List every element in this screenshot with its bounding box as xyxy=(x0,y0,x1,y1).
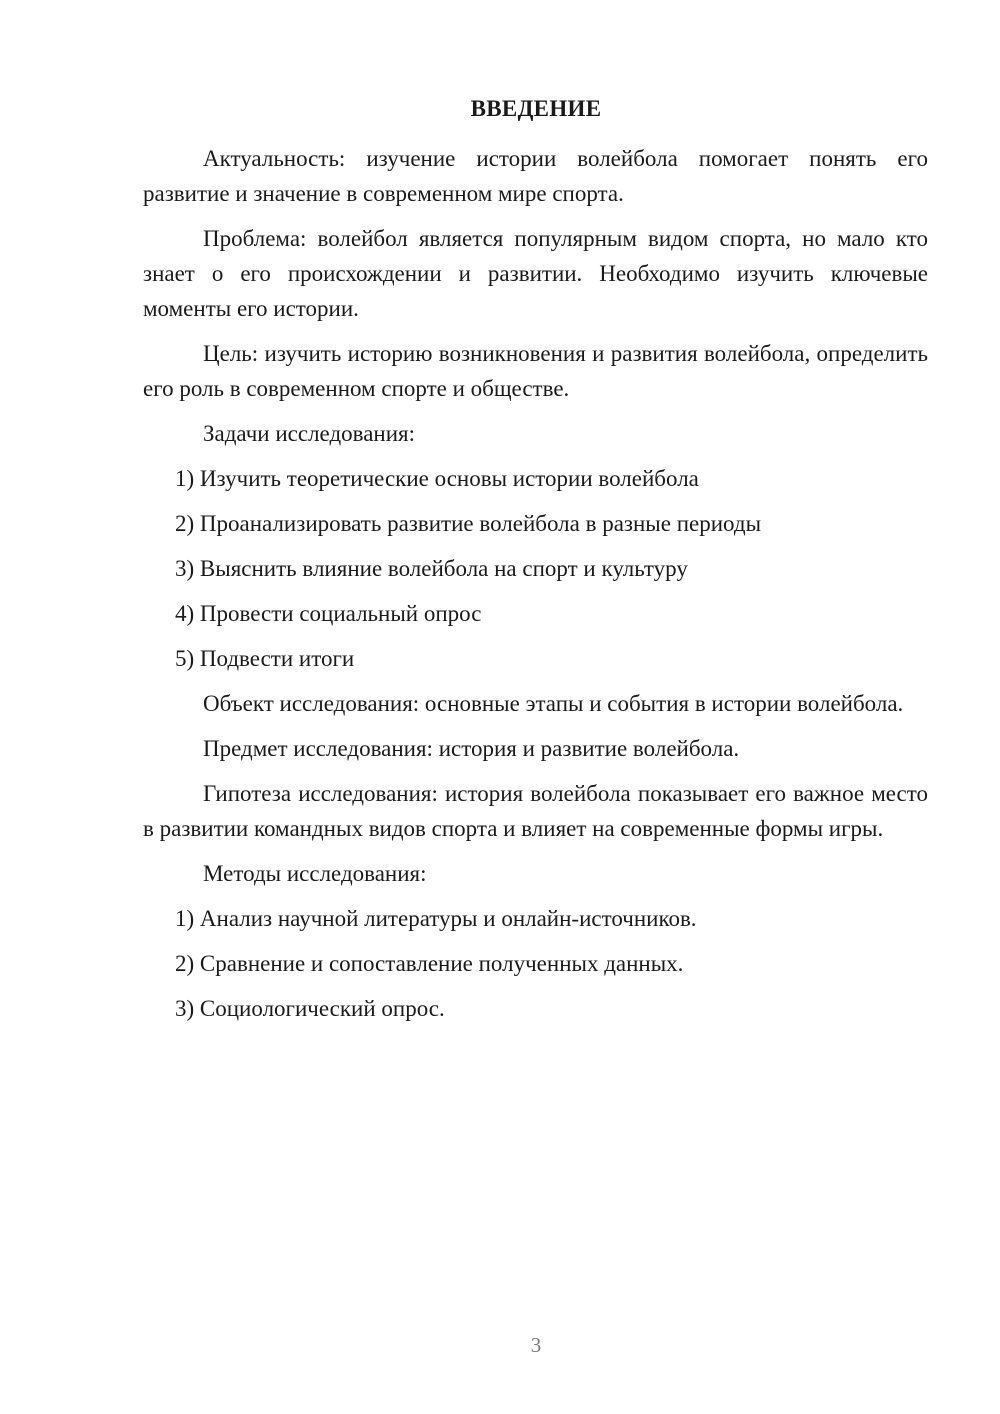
tasks-heading: Задачи исследования: xyxy=(203,421,416,446)
list-item: 2) Проанализировать развитие волейбола в разные периоды xyxy=(175,511,762,536)
list-item: 3) Социологический опрос. xyxy=(175,996,445,1021)
document-body xyxy=(143,141,928,1036)
list-item: 4) Провести социальный опрос xyxy=(175,601,482,626)
relevance-paragraph: Актуальность: изучение истории волейбола помогает понять его развитие и значение в современном мире спорта. xyxy=(143,146,928,206)
hypothesis-paragraph: Гипотеза исследования: история волейбола показывает его важное место в развитии командных видов спорта и влияет на современные формы игры. xyxy=(143,781,928,841)
object-paragraph: Объект исследования: основные этапы и события в истории волейбола. xyxy=(203,691,904,716)
page-title: ВВЕДЕНИЕ xyxy=(470,96,602,121)
subject-paragraph: Предмет исследования: история и развитие волейбола. xyxy=(203,736,740,761)
problem-paragraph: Проблема: волейбол является популярным видом спорта, но мало кто знает о его происхождении и развитии. Необходимо изучить ключевые моменты его истории. xyxy=(143,226,928,321)
list-item: 3) Выяснить влияние волейбола на спорт и культуру xyxy=(175,556,688,581)
list-item: 1) Изучить теоретические основы истории волейбола xyxy=(175,466,699,491)
list-item: 1) Анализ научной литературы и онлайн-источников. xyxy=(175,906,697,931)
list-item: 2) Сравнение и сопоставление полученных данных. xyxy=(175,951,684,976)
goal-paragraph: Цель: изучить историю возникновения и развития волейбола, определить его роль в современном спорте и обществе. xyxy=(143,341,928,401)
methods-heading: Методы исследования: xyxy=(203,861,427,886)
page-number: 3 xyxy=(530,1333,542,1357)
list-item: 5) Подвести итоги xyxy=(175,646,355,671)
